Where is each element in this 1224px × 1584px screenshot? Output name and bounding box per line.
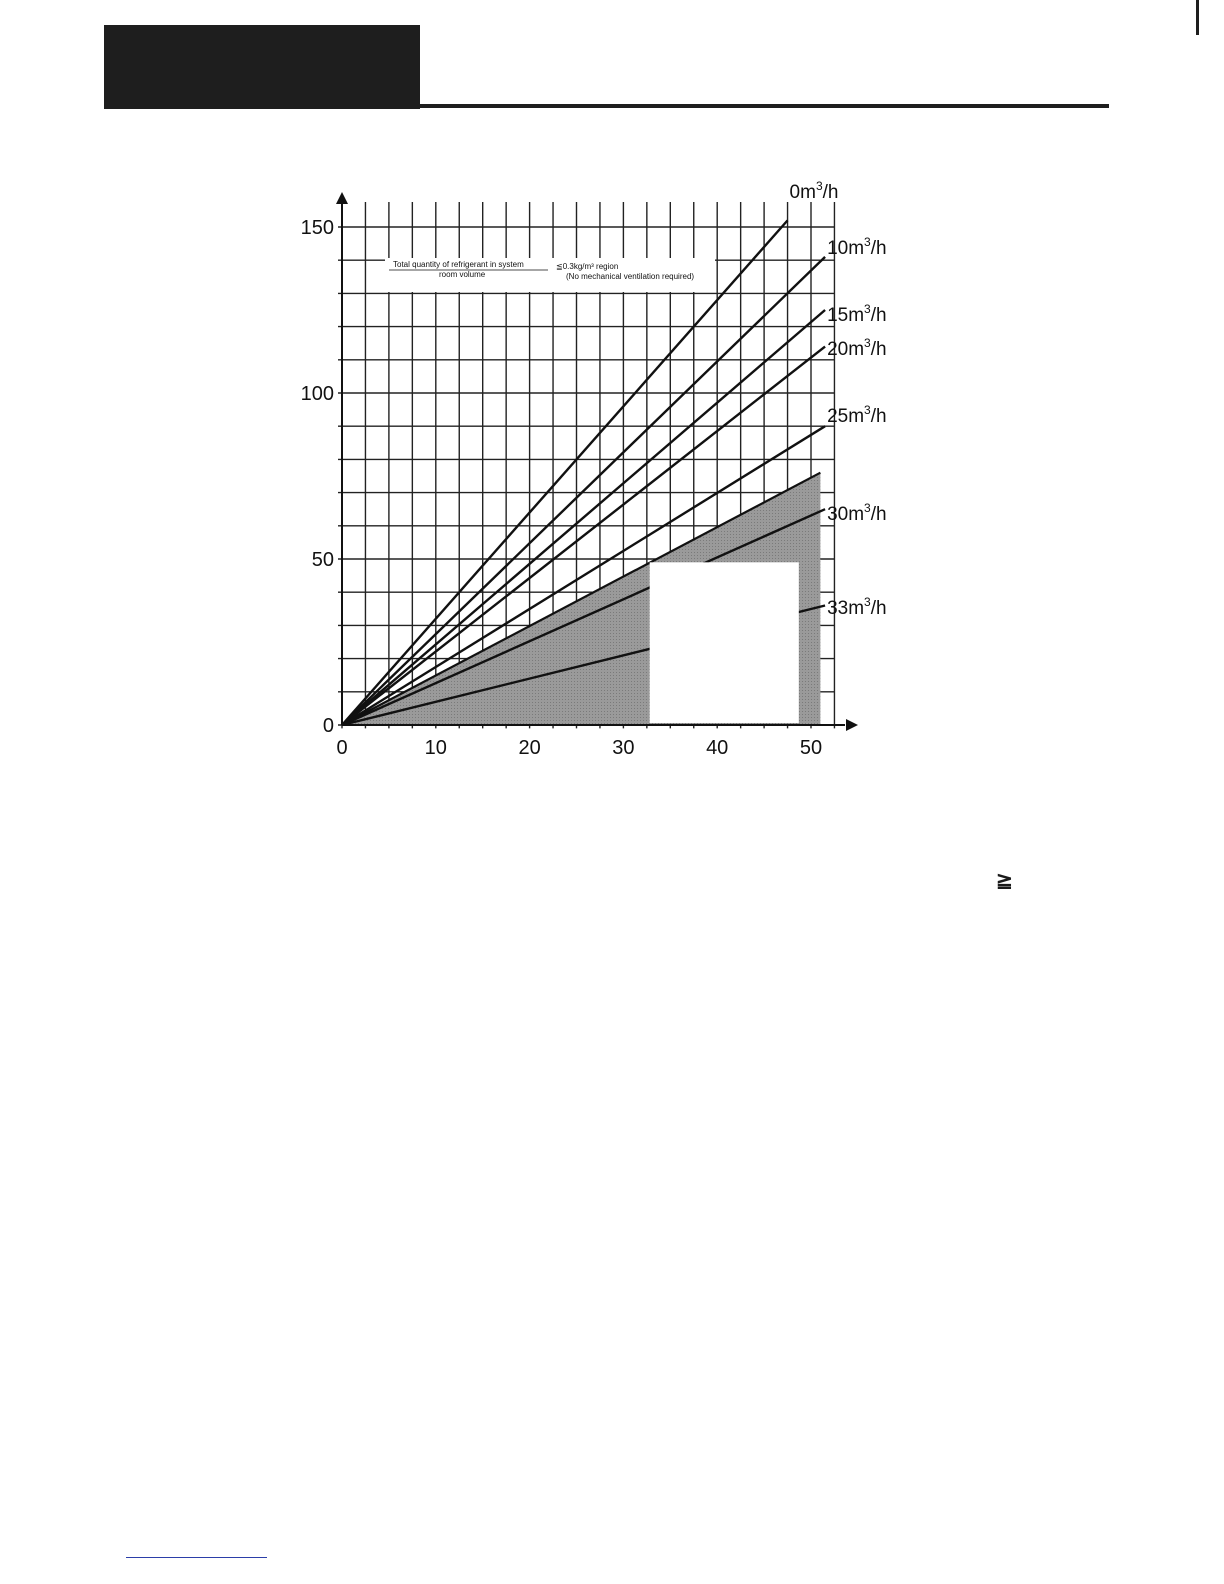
x-tick-label: 20 [518,737,541,759]
annotation-denominator: room volume [439,270,486,279]
legend-box [650,562,799,723]
ge-symbol: ≧ [996,870,1013,892]
header-rule [104,104,1109,108]
page-edge-rule [1196,0,1199,35]
header-block [104,25,420,109]
x-tick-label: 0 [336,737,348,759]
annotation-numerator: Total quantity of refrigerant in system [393,260,524,269]
x-tick-label: 30 [612,737,635,759]
series-label: $20m^3/h$ [827,336,887,360]
y-tick-label: 50 [311,549,334,571]
x-tick-label: 40 [706,737,729,759]
series-label: $33m^3/h$ [827,595,887,619]
series-label: $15m^3/h$ [827,302,887,326]
ventilation-chart [280,180,920,780]
annotation-condition: ≦0.3kg/m³ region [556,262,619,271]
y-tick-label: 0 [322,715,334,737]
annotation-note: (No mechanical ventilation required) [566,272,695,281]
x-tick-label: 10 [424,737,447,759]
series-label: $10m^3/h$ [827,235,887,259]
y-tick-label: 150 [300,217,334,239]
footer-link-underline[interactable] [126,1557,267,1558]
y-tick-label: 100 [300,383,334,405]
series-label: $25m^3/h$ [827,403,887,427]
series-label: $0m^3/h$ [789,180,839,203]
series-label: $30m^3/h$ [827,501,887,525]
x-tick-label: 50 [799,737,823,759]
annotation-box [385,258,715,292]
